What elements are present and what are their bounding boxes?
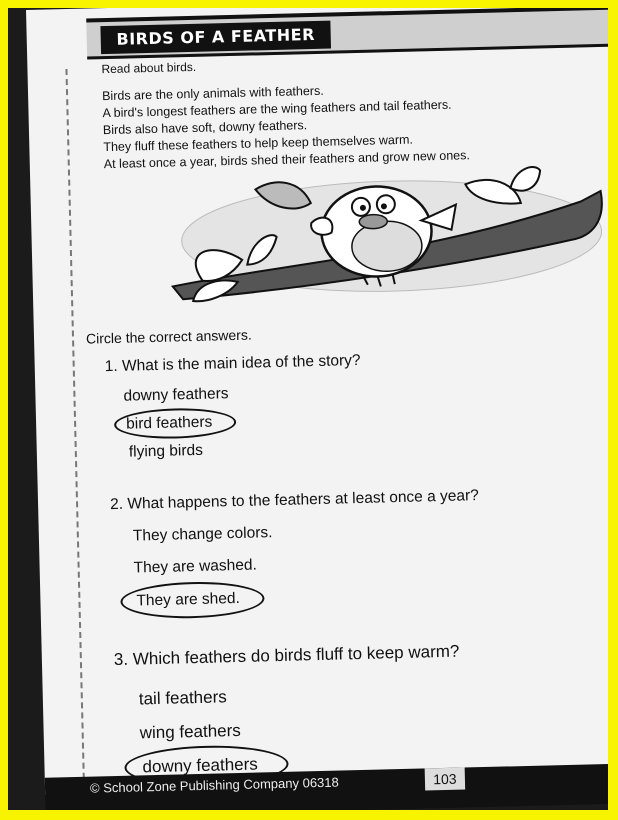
story-line: At least once a year, birds shed their feathers and grow new ones. bbox=[103, 148, 471, 172]
answer-option[interactable]: wing feathers bbox=[139, 720, 242, 743]
story-line: A bird's longest feathers are the wing feathers and tail feathers. bbox=[102, 97, 452, 121]
question-2 bbox=[110, 487, 479, 514]
page-number: 103 bbox=[425, 768, 466, 791]
answer-option-circled[interactable]: bird feathers bbox=[125, 413, 213, 433]
title-banner bbox=[86, 8, 608, 60]
dashed-margin-line bbox=[65, 69, 85, 789]
answer-option-circled[interactable]: downy feathers bbox=[142, 754, 259, 777]
page-title: BIRDS OF A FEATHER bbox=[100, 21, 331, 55]
story-line: They fluff these feathers to help keep themselves warm. bbox=[103, 132, 414, 155]
answer-option[interactable]: flying birds bbox=[128, 441, 204, 461]
answer-option[interactable]: downy feathers bbox=[123, 385, 229, 405]
question-text: Which feathers do birds fluff to keep warm? bbox=[132, 641, 460, 669]
publisher-text: © School Zone Publishing Company 06318 bbox=[89, 774, 339, 796]
answer-option[interactable]: tail feathers bbox=[138, 687, 227, 709]
question-text: What is the main idea of the story? bbox=[121, 351, 361, 375]
intro-text: Read about birds. bbox=[101, 59, 197, 77]
bird-on-branch-illustration bbox=[160, 161, 608, 312]
story-line: Birds also have soft, downy feathers. bbox=[102, 118, 308, 138]
answer-option-circled[interactable]: They are shed. bbox=[136, 589, 241, 610]
question-number: 1. bbox=[104, 357, 118, 376]
instructions: Circle the correct answers. bbox=[85, 326, 252, 347]
answer-option[interactable]: They change colors. bbox=[132, 524, 273, 545]
question-number: 3. bbox=[113, 649, 129, 670]
page-footer bbox=[45, 763, 608, 810]
answer-option[interactable]: They are washed. bbox=[133, 556, 258, 577]
question-1 bbox=[105, 352, 361, 376]
question-number: 2. bbox=[109, 495, 124, 514]
worksheet-page bbox=[26, 8, 608, 795]
photo-frame bbox=[8, 8, 608, 810]
story-text bbox=[102, 76, 594, 173]
question-text: What happens to the feathers at least once a year? bbox=[127, 487, 480, 513]
story-line: Birds are the only animals with feathers. bbox=[101, 83, 324, 104]
question-3 bbox=[114, 642, 460, 670]
